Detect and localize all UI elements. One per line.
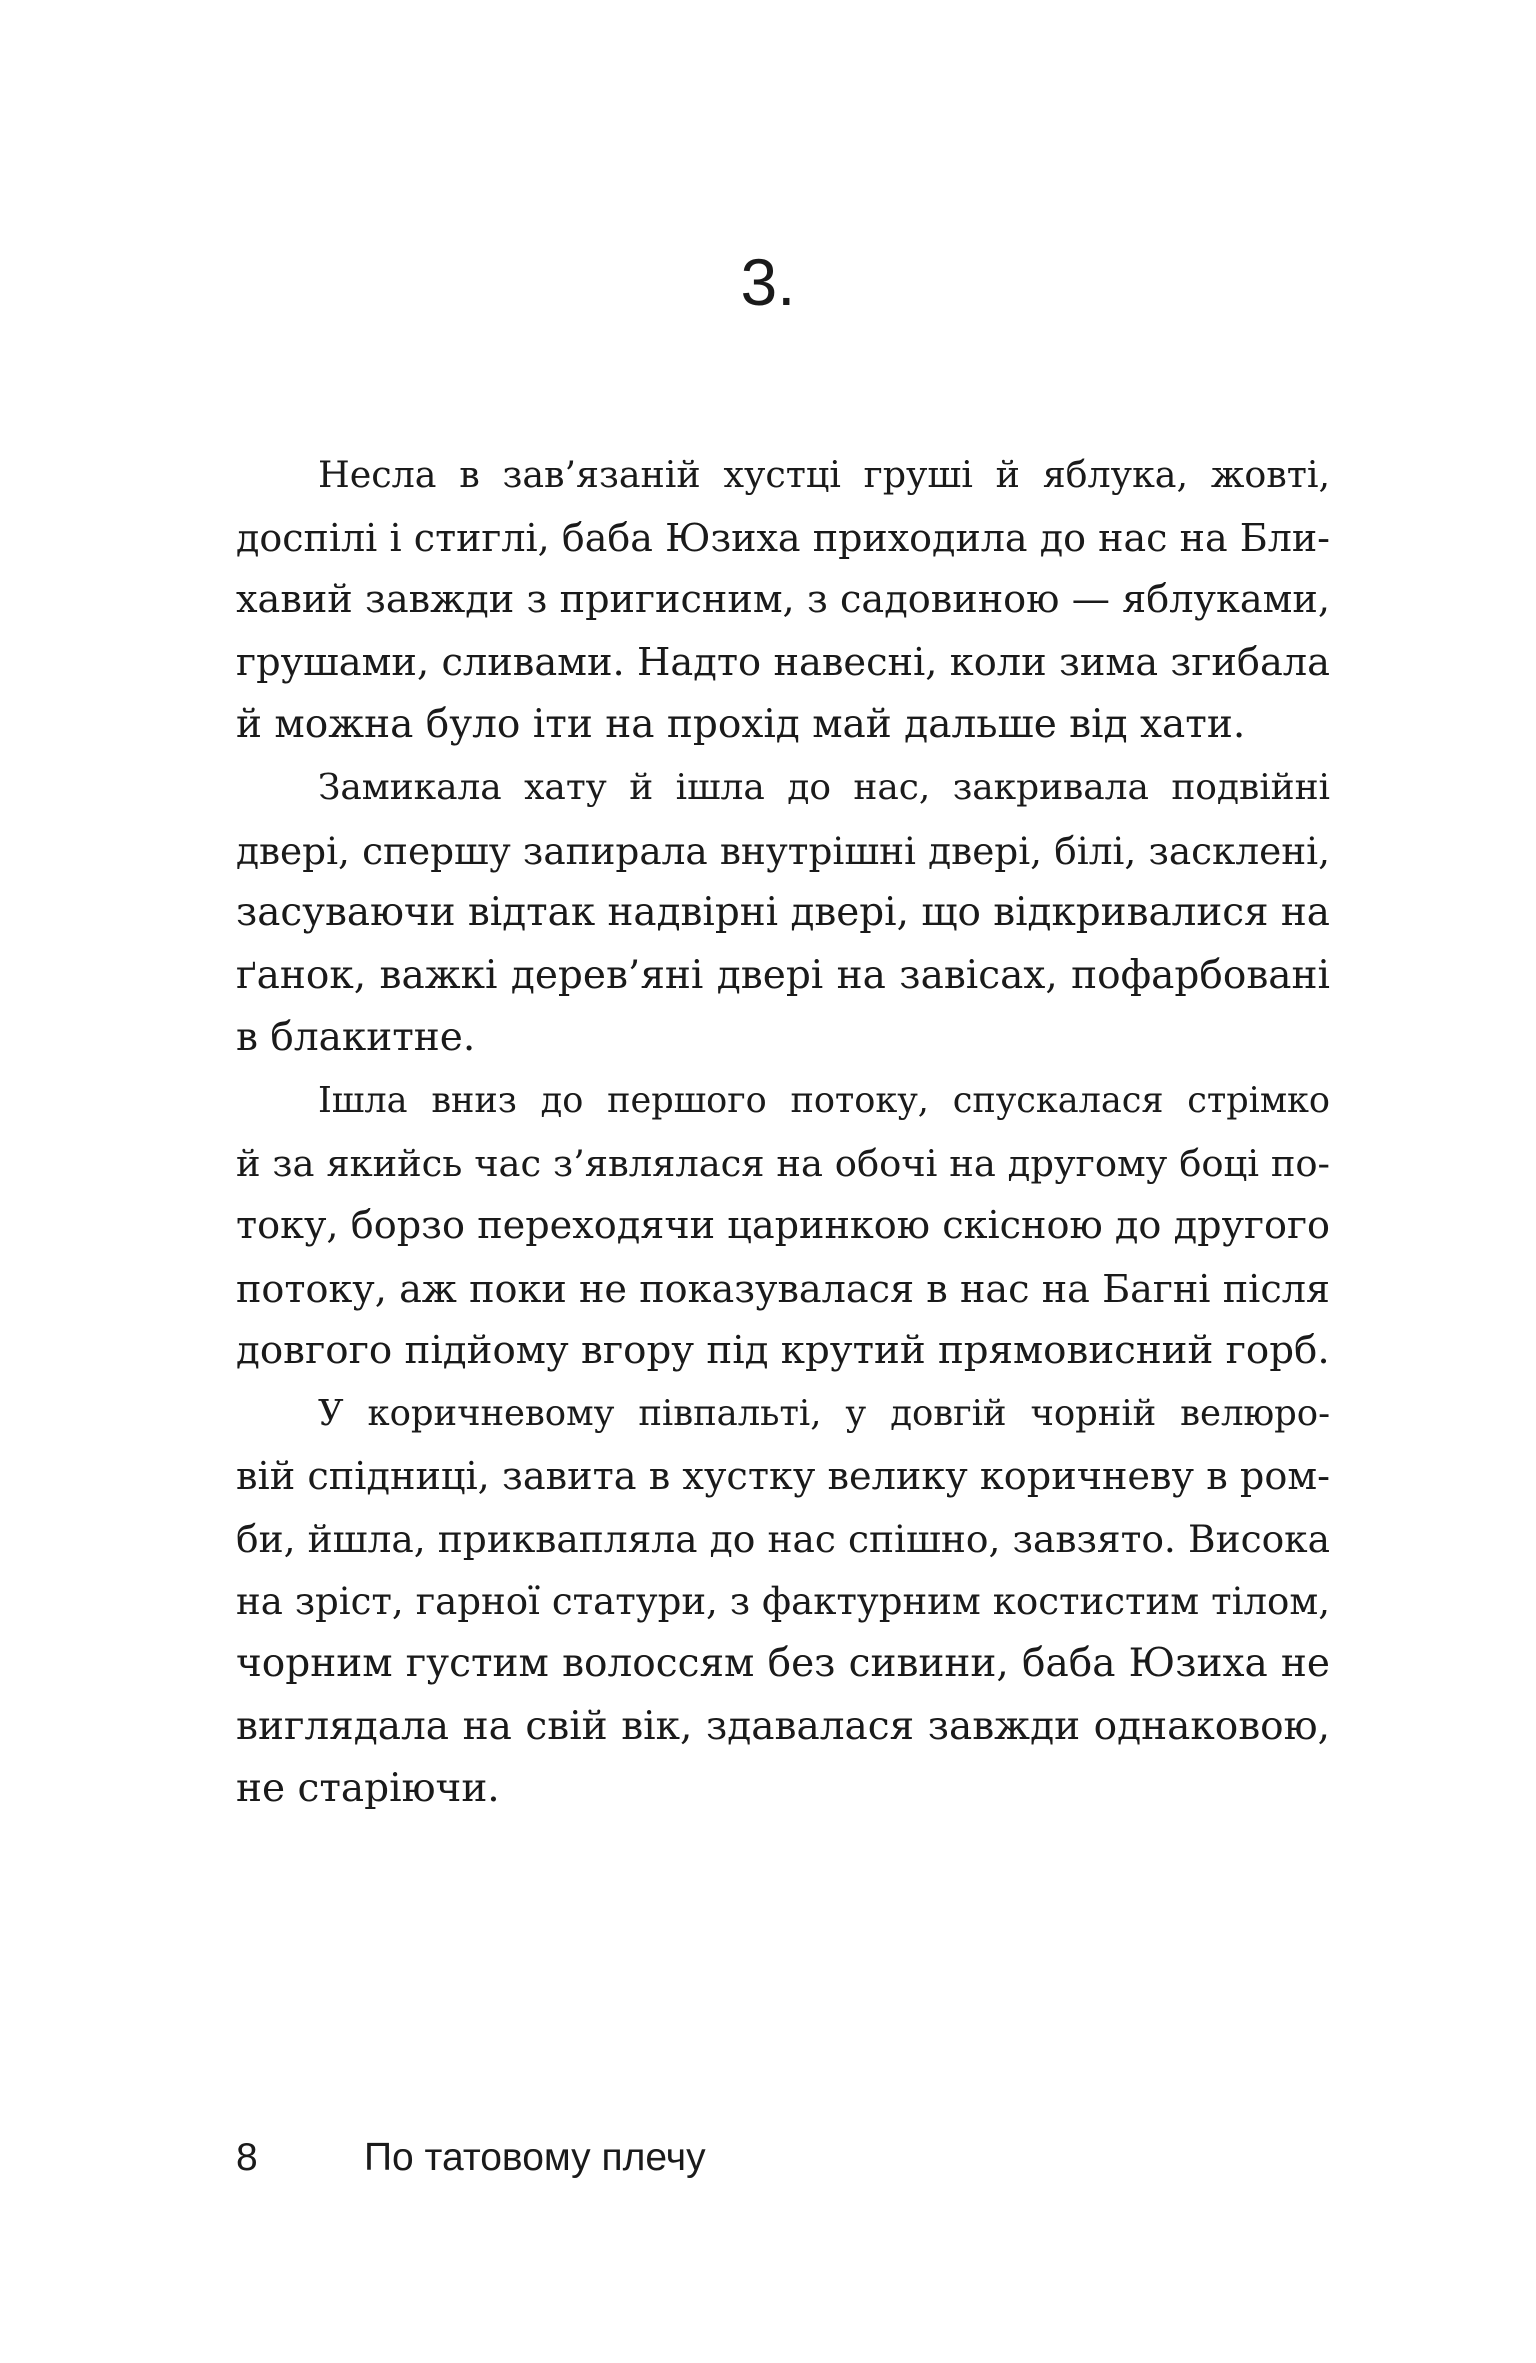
page-number: 8 (236, 2136, 258, 2179)
text-line: Ішла вниз до першого потоку, спускалася стрімко (318, 1079, 1330, 1121)
text-line: доспілі і стиглі, баба Юзиха приходила до нас на Бли- (236, 515, 1330, 560)
paragraph-4 (236, 1383, 1330, 1821)
text-line: на зріст, гарної статури, з фактурним костистим тілом, (236, 1579, 1330, 1623)
text-line: току, борзо переходячи царинкою скісною до другого (236, 1204, 1330, 1249)
running-title: По татовому плечу (364, 2136, 706, 2179)
paragraph-3 (236, 1070, 1330, 1383)
text-line: потоку, аж поки не показувалася в нас на Багні після (236, 1266, 1330, 1311)
text-line: би, йшла, приквапляла до нас спішно, завзято. Висока (236, 1517, 1330, 1562)
text-line: й можна було іти на прохід май дальше від хати. (236, 702, 1246, 748)
text-line: двері, спершу запирала внутрішні двері, білі, засклені, (236, 828, 1330, 873)
text-line: засуваючи відтак надвірні двері, що відкривалися на (236, 890, 1330, 936)
text-line: довгого підйому вгору під крутий прямовисний горб. (236, 1328, 1330, 1374)
text-line: ґанок, важкі дерев’яні двері на завісах, пофарбовані (236, 952, 1330, 998)
text-line: не старіючи. (236, 1766, 500, 1812)
text-line: виглядала на свій вік, здавалася завжди однаковою, (236, 1703, 1330, 1749)
paragraph-2 (236, 757, 1330, 1070)
text-line: й за якийсь час з’являлася на обочі на другому боці по- (236, 1141, 1330, 1185)
body-text (236, 444, 1330, 1821)
chapter-number: 3. (740, 245, 796, 319)
text-line: в блакитне. (236, 1015, 476, 1061)
text-line: чорним густим волоссям без сивини, баба Юзиха не (236, 1641, 1330, 1687)
text-line: вій спідниці, завита в хустку велику коричневу в ром- (236, 1454, 1330, 1499)
text-line: Замикала хату й ішла до нас, закривала подвійні (318, 766, 1330, 808)
text-line: У коричневому півпальті, у довгій чорній велюро- (318, 1392, 1330, 1434)
text-line: Несла в зав’язаній хустці груші й яблука, жовті, (318, 453, 1330, 496)
text-line: грушами, сливами. Надто навесні, коли зима згибала (236, 639, 1330, 685)
paragraph-1 (236, 444, 1330, 757)
text-line: хавий завжди з пригисним, з садовиною — яблуками, (236, 578, 1330, 623)
